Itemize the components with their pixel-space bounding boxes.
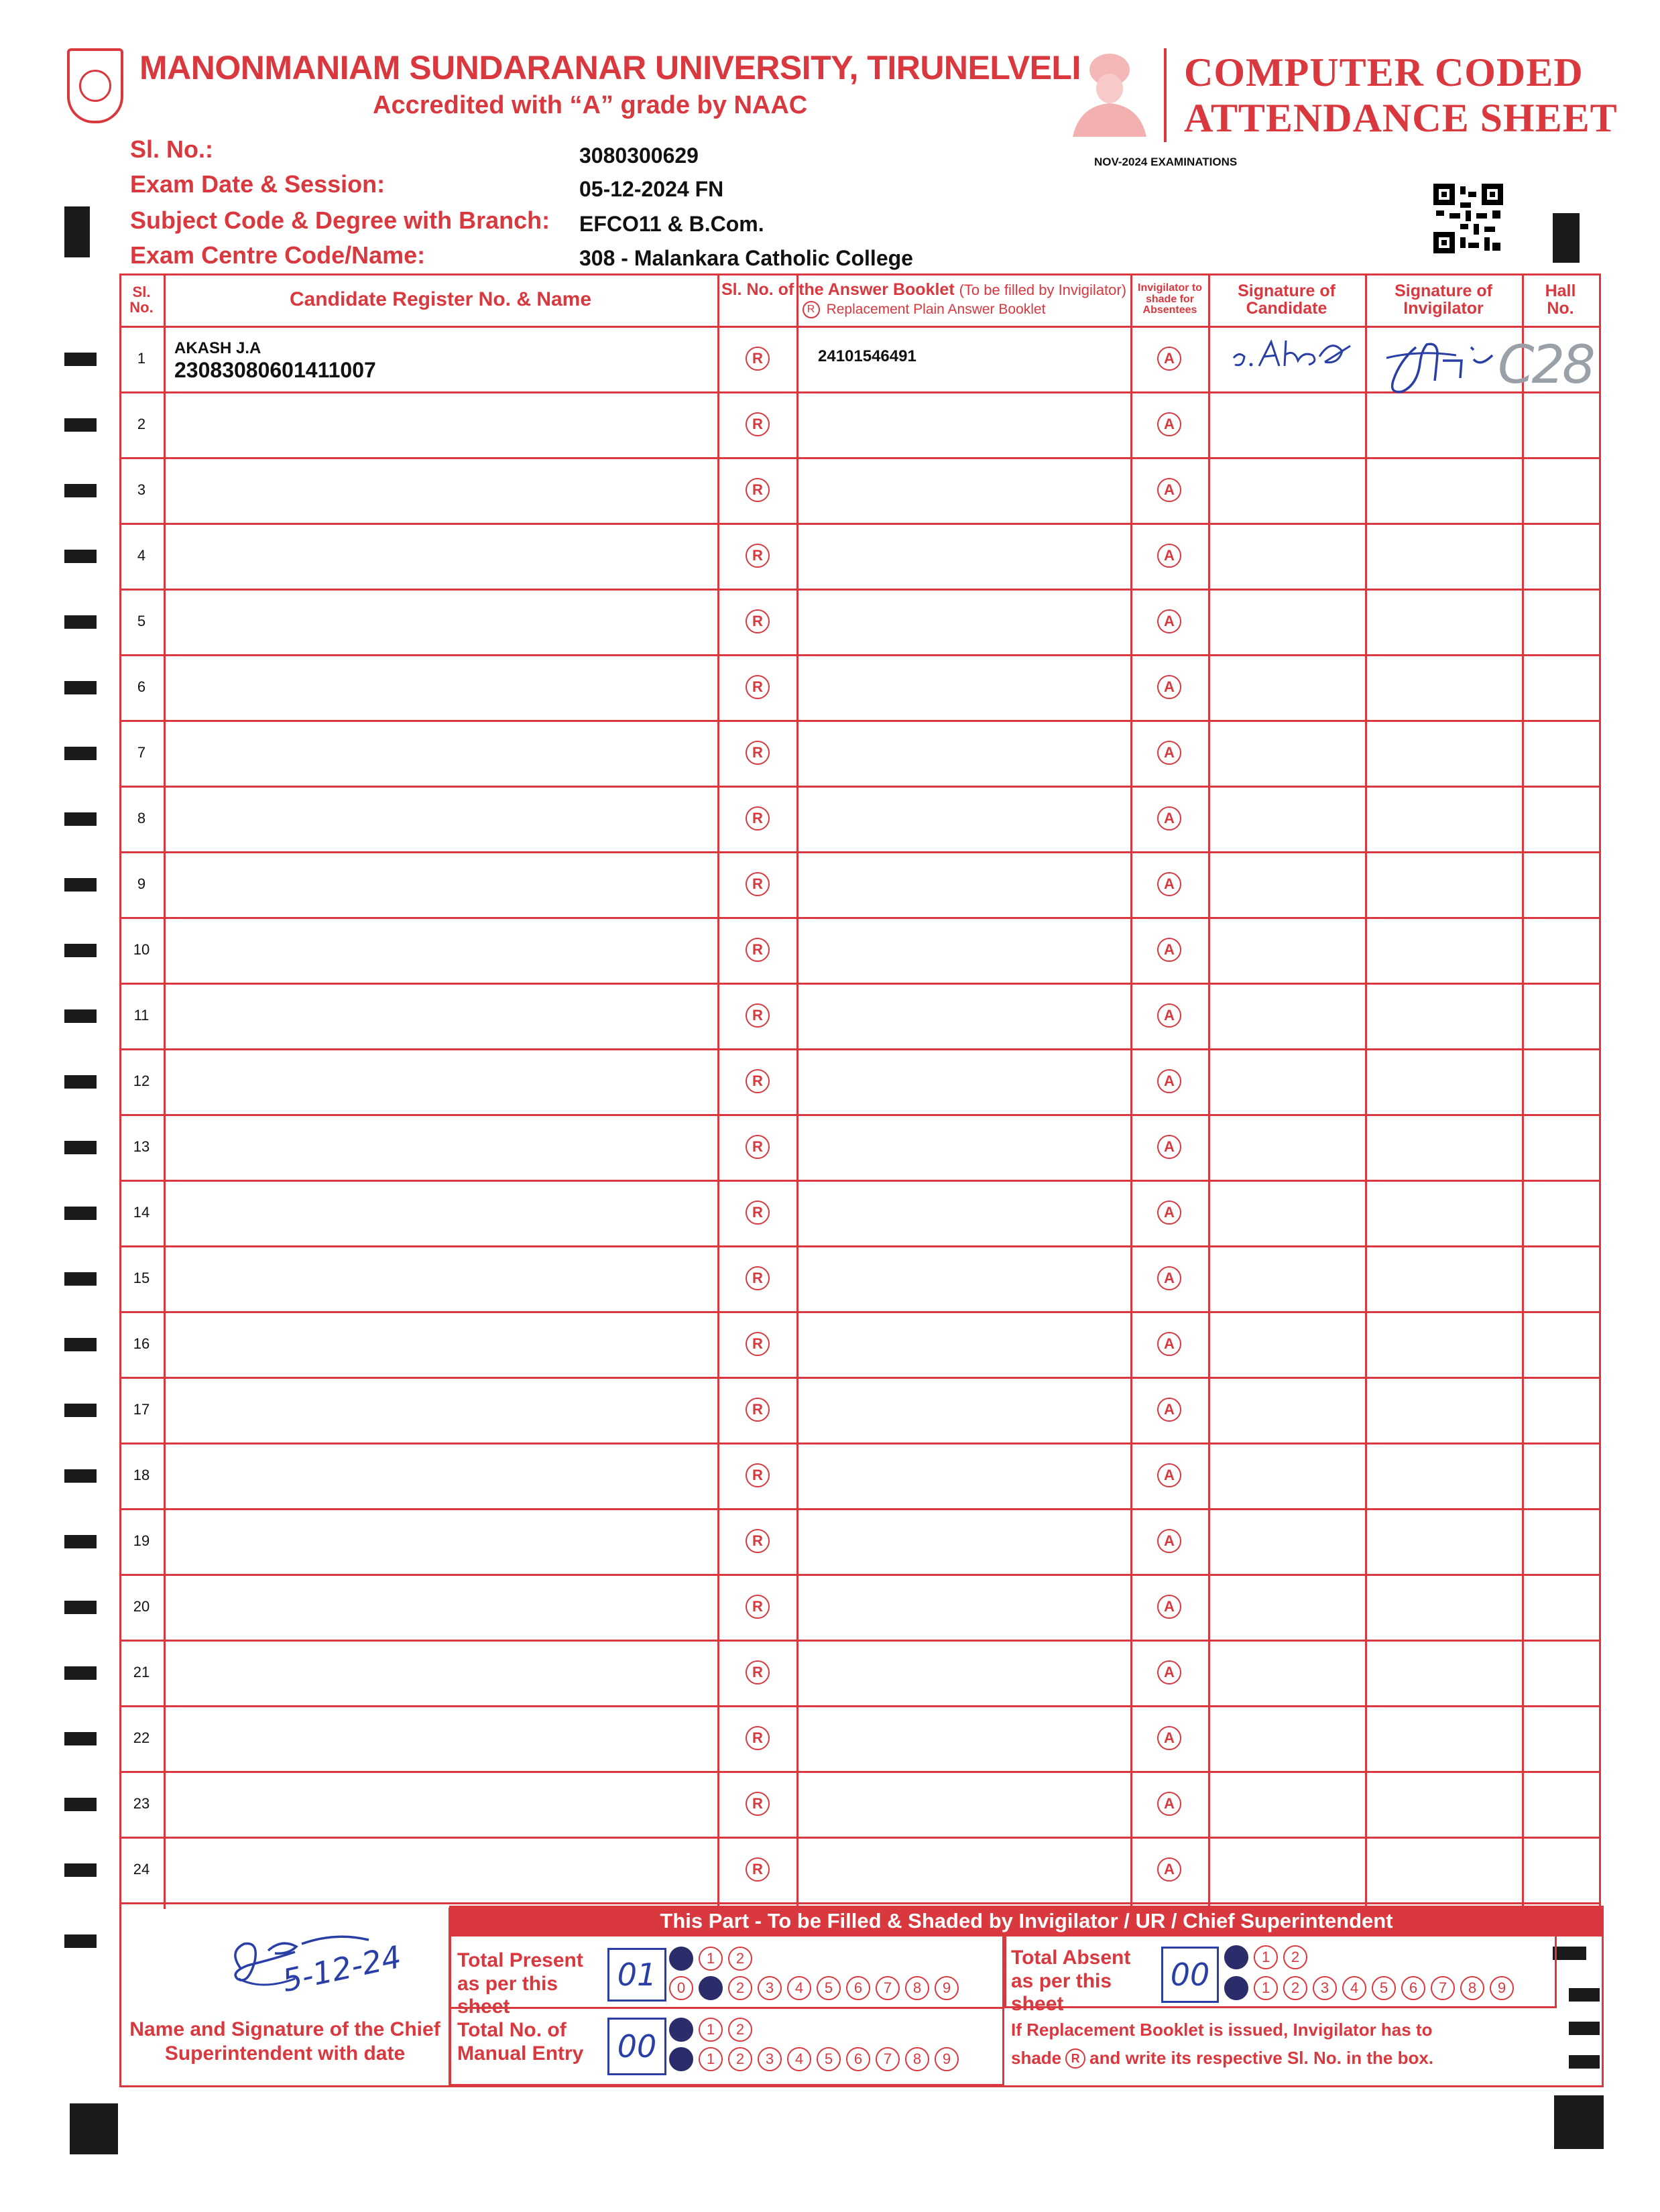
- total-present-box: 01: [607, 1948, 666, 2002]
- table-row: [119, 589, 1601, 654]
- digit-bubble[interactable]: 1: [699, 1976, 723, 2000]
- digit-bubble[interactable]: 0: [1224, 1945, 1248, 1969]
- footer-band: This Part - To be Filled & Shaded by Invigilator / UR / Chief Superintendent: [449, 1906, 1604, 1937]
- digit-bubble[interactable]: 3: [758, 1976, 782, 2000]
- subject-label: Subject Code & Degree with Branch:: [130, 206, 550, 234]
- timing-mark: [1554, 2095, 1604, 2149]
- table-row: [119, 1837, 1601, 1902]
- replacement-bubble[interactable]: R: [746, 1463, 770, 1487]
- digit-bubble[interactable]: 0: [669, 2047, 693, 2071]
- replacement-bubble[interactable]: R: [746, 1135, 770, 1159]
- table-row: [119, 1508, 1601, 1574]
- centre-value: 308 - Malankara Catholic College: [579, 246, 913, 270]
- digit-bubble[interactable]: 2: [728, 1947, 752, 1971]
- timing-mark: [64, 1404, 97, 1417]
- table-row: [119, 917, 1601, 983]
- chief-sign-date: 5-12-24: [279, 1938, 405, 2000]
- replacement-bubble[interactable]: R: [746, 1003, 770, 1028]
- founder-portrait-image: [1066, 47, 1153, 137]
- replacement-bubble[interactable]: R: [746, 544, 770, 568]
- row-sl-no: 14: [133, 1204, 150, 1221]
- candidate-register-no: 23083080601411007: [174, 358, 376, 382]
- digit-bubble[interactable]: 2: [1283, 1976, 1307, 2000]
- digit-bubble[interactable]: 2: [1283, 1945, 1307, 1969]
- row-sl-no: 2: [137, 416, 146, 432]
- timing-mark: [64, 1798, 97, 1811]
- digit-bubble[interactable]: 3: [758, 2047, 782, 2071]
- timing-mark: [64, 484, 97, 497]
- replacement-bubble[interactable]: R: [746, 1792, 770, 1816]
- table-row: [119, 1180, 1601, 1245]
- digit-bubble[interactable]: 6: [846, 1976, 870, 2000]
- total-absent-units-bubbles[interactable]: [1224, 1976, 1514, 2000]
- replacement-bubble[interactable]: R: [746, 1857, 770, 1882]
- digit-bubble[interactable]: 7: [876, 2047, 900, 2071]
- replacement-bubble[interactable]: R: [746, 938, 770, 962]
- digit-bubble[interactable]: 2: [728, 2018, 752, 2042]
- accreditation-line: Accredited with “A” grade by NAAC: [373, 91, 808, 119]
- digit-bubble[interactable]: 5: [1372, 1976, 1396, 2000]
- centre-label: Exam Centre Code/Name:: [130, 241, 426, 269]
- absent-bubble[interactable]: A: [1157, 806, 1181, 831]
- digit-bubble[interactable]: 2: [728, 2047, 752, 2071]
- timing-mark: [64, 747, 97, 760]
- digit-bubble[interactable]: 9: [1490, 1976, 1514, 2000]
- header-hall-no: Hall No.: [1545, 281, 1576, 318]
- digit-bubble[interactable]: 3: [1313, 1976, 1337, 2000]
- answer-booklet-no: 24101546491: [818, 347, 916, 365]
- timing-mark: [64, 1009, 97, 1023]
- sheet-title-line2: ATTENDANCE SHEET: [1184, 96, 1618, 140]
- header-candidate: Candidate Register No. & Name: [289, 288, 592, 311]
- booklet-title: Sl. No. of the Answer Booklet: [721, 280, 955, 299]
- title-divider: [1164, 48, 1167, 142]
- row-sl-no: 7: [137, 744, 146, 761]
- replacement-bubble[interactable]: R: [746, 1069, 770, 1093]
- timing-mark: [64, 1141, 97, 1154]
- replacement-bubble[interactable]: R: [746, 1660, 770, 1684]
- row-sl-no: 11: [133, 1007, 150, 1024]
- table-row: [119, 1442, 1601, 1508]
- row-sl-no: 10: [133, 941, 150, 958]
- qr-code-icon: [1433, 184, 1503, 253]
- absent-bubble[interactable]: A: [1157, 1266, 1181, 1290]
- total-present-tens-bubbles[interactable]: [669, 1947, 752, 1971]
- replacement-icon: R: [803, 301, 820, 318]
- header-booklet: [717, 273, 1130, 326]
- timing-mark: [64, 1338, 97, 1351]
- absent-bubble[interactable]: A: [1157, 938, 1181, 962]
- row-sl-no: 23: [133, 1795, 150, 1812]
- replacement-bubble[interactable]: R: [746, 1266, 770, 1290]
- sl-no-value: 3080300629: [579, 143, 699, 168]
- absent-bubble[interactable]: A: [1157, 1595, 1181, 1619]
- row-sl-no: 24: [133, 1861, 150, 1878]
- row-sl-no: 9: [137, 875, 146, 892]
- row-sl-no: 21: [133, 1664, 150, 1680]
- digit-bubble[interactable]: 2: [728, 1976, 752, 2000]
- candidate-signature: [1224, 331, 1356, 374]
- timing-mark: [64, 418, 97, 432]
- replacement-bubble[interactable]: R: [746, 1529, 770, 1553]
- absent-bubble[interactable]: A: [1157, 1660, 1181, 1684]
- absent-bubble[interactable]: A: [1157, 1069, 1181, 1093]
- absent-bubble[interactable]: A: [1157, 1792, 1181, 1816]
- absent-bubble[interactable]: A: [1157, 347, 1181, 371]
- absent-bubble[interactable]: A: [1157, 1857, 1181, 1882]
- digit-bubble[interactable]: 1: [699, 1947, 723, 1971]
- table-row: [119, 1114, 1601, 1180]
- total-present-label: Total Present as per this sheet: [457, 1949, 583, 2018]
- replacement-bubble[interactable]: R: [746, 675, 770, 699]
- absent-bubble[interactable]: A: [1157, 1398, 1181, 1422]
- replacement-icon: R: [1065, 2048, 1085, 2069]
- timing-mark: [64, 1075, 97, 1089]
- manual-entry-tens-bubbles[interactable]: [669, 2018, 752, 2042]
- sheet-title-line1: COMPUTER CODED: [1184, 50, 1584, 95]
- total-absent-tens-bubbles[interactable]: [1224, 1945, 1307, 1969]
- absent-bubble[interactable]: A: [1157, 1201, 1181, 1225]
- replacement-bubble[interactable]: R: [746, 1332, 770, 1356]
- subject-value: EFCO11 & B.Com.: [579, 212, 764, 236]
- absent-bubble[interactable]: A: [1157, 609, 1181, 633]
- digit-bubble[interactable]: 6: [846, 2047, 870, 2071]
- table-row: [119, 1574, 1601, 1640]
- replacement-note-line2: [1011, 2048, 1433, 2069]
- digit-bubble[interactable]: 6: [1401, 1976, 1425, 2000]
- candidate-name: AKASH J.A: [174, 339, 261, 357]
- digit-bubble[interactable]: 0: [669, 1947, 693, 1971]
- timing-mark: [64, 1272, 97, 1286]
- timing-mark: [70, 2103, 118, 2154]
- table-row: [119, 654, 1601, 720]
- digit-bubble[interactable]: 0: [669, 2018, 693, 2042]
- row-sl-no: 8: [137, 810, 146, 826]
- table-row: [119, 391, 1601, 457]
- digit-bubble[interactable]: 8: [1460, 1976, 1484, 2000]
- replacement-bubble[interactable]: R: [746, 872, 770, 896]
- header-invigilator-shade: Invigilator to shade for Absentees: [1138, 282, 1202, 316]
- timing-mark: [64, 1934, 97, 1948]
- row-sl-no: 3: [137, 481, 146, 498]
- timing-mark: [64, 878, 97, 892]
- exam-name: NOV-2024 EXAMINATIONS: [1094, 156, 1238, 168]
- university-logo: [67, 48, 123, 123]
- replacement-bubble[interactable]: R: [746, 1398, 770, 1422]
- table-row: [119, 1048, 1601, 1114]
- exam-date-value: 05-12-2024 FN: [579, 177, 724, 201]
- replacement-bubble[interactable]: R: [746, 478, 770, 502]
- table-row: [119, 983, 1601, 1048]
- replacement-note-shade: shade: [1011, 2048, 1062, 2069]
- digit-bubble[interactable]: 1: [1254, 1945, 1278, 1969]
- attendance-table: [119, 273, 1601, 1909]
- table-row: [119, 523, 1601, 589]
- table-row: [119, 786, 1601, 851]
- row-sl-no: 12: [133, 1072, 150, 1089]
- row-sl-no: 16: [133, 1335, 150, 1352]
- digit-bubble[interactable]: 4: [787, 2047, 811, 2071]
- timing-mark: [64, 812, 97, 826]
- absent-bubble[interactable]: A: [1157, 1463, 1181, 1487]
- absent-bubble[interactable]: A: [1157, 1332, 1181, 1356]
- absent-bubble[interactable]: A: [1157, 478, 1181, 502]
- replacement-note-line1: If Replacement Booklet is issued, Invigilator has to: [1011, 2020, 1433, 2040]
- absent-bubble[interactable]: A: [1157, 412, 1181, 436]
- replacement-bubble[interactable]: R: [746, 1201, 770, 1225]
- replacement-bubble[interactable]: R: [746, 1726, 770, 1750]
- digit-bubble[interactable]: 1: [699, 2047, 723, 2071]
- replacement-bubble[interactable]: R: [746, 806, 770, 831]
- digit-bubble[interactable]: 9: [935, 2047, 959, 2071]
- university-name: MANONMANIAM SUNDARANAR UNIVERSITY, TIRUNELVELI: [139, 49, 1081, 86]
- row-sl-no: 20: [133, 1598, 150, 1615]
- table-row: [119, 457, 1601, 523]
- chief-label: Name and Signature of the Chief Superintendent with date: [129, 2018, 440, 2065]
- replacement-bubble[interactable]: R: [746, 412, 770, 436]
- timing-mark: [64, 1863, 97, 1877]
- total-absent-box: 00: [1161, 1947, 1219, 2003]
- replacement-bubble[interactable]: R: [746, 347, 770, 371]
- row-sl-no: 4: [137, 547, 146, 564]
- timing-mark: [64, 1469, 97, 1483]
- digit-bubble[interactable]: 5: [817, 2047, 841, 2071]
- timing-mark: [64, 681, 97, 694]
- table-row: [119, 1245, 1601, 1311]
- row-sl-no: 15: [133, 1270, 150, 1286]
- absent-bubble[interactable]: A: [1157, 872, 1181, 896]
- replacement-bubble[interactable]: R: [746, 741, 770, 765]
- hall-number: C28: [1498, 335, 1593, 395]
- digit-bubble[interactable]: 8: [905, 2047, 929, 2071]
- timing-mark: [64, 1207, 97, 1220]
- exam-date-label: Exam Date & Session:: [130, 170, 386, 198]
- digit-bubble[interactable]: 0: [669, 1976, 693, 2000]
- timing-mark: [64, 944, 97, 957]
- absent-bubble[interactable]: A: [1157, 1529, 1181, 1553]
- manual-entry-box: 00: [607, 2018, 666, 2075]
- table-row: [119, 1640, 1601, 1705]
- header-sl-no: Sl. No.: [129, 283, 154, 316]
- absent-bubble[interactable]: A: [1157, 675, 1181, 699]
- absent-bubble[interactable]: A: [1157, 1726, 1181, 1750]
- timing-mark: [64, 550, 97, 563]
- absent-bubble[interactable]: A: [1157, 1135, 1181, 1159]
- table-row: [119, 720, 1601, 786]
- table-row: [119, 1377, 1601, 1442]
- digit-bubble[interactable]: 9: [935, 1976, 959, 2000]
- row-divider: [119, 1902, 1601, 1904]
- replacement-bubble[interactable]: R: [746, 609, 770, 633]
- manual-entry-units-bubbles[interactable]: [669, 2047, 959, 2071]
- timing-mark: [64, 1732, 97, 1745]
- row-sl-no: 5: [137, 613, 146, 629]
- digit-bubble[interactable]: 1: [1254, 1976, 1278, 2000]
- booklet-note: (To be filled by Invigilator): [959, 281, 1127, 298]
- timing-mark: [64, 1535, 97, 1548]
- absent-bubble[interactable]: A: [1157, 1003, 1181, 1028]
- row-sl-no: 13: [133, 1138, 150, 1155]
- timing-mark: [64, 206, 90, 257]
- timing-mark: [1553, 213, 1580, 263]
- row-sl-no: 18: [133, 1467, 150, 1483]
- absent-bubble[interactable]: A: [1157, 741, 1181, 765]
- header-sig-invigilator: Signature of Invigilator: [1395, 281, 1492, 318]
- table-row: [119, 1311, 1601, 1377]
- digit-bubble[interactable]: 1: [699, 2018, 723, 2042]
- header-sig-candidate: Signature of Candidate: [1238, 281, 1336, 318]
- table-row: [119, 1771, 1601, 1837]
- digit-bubble[interactable]: 4: [1342, 1976, 1366, 2000]
- digit-bubble[interactable]: 7: [876, 1976, 900, 2000]
- timing-mark: [64, 1666, 97, 1680]
- digit-bubble[interactable]: 7: [1431, 1976, 1455, 2000]
- row-sl-no: 19: [133, 1532, 150, 1549]
- manual-entry-label: Total No. of Manual Entry: [457, 2019, 584, 2065]
- sl-no-label: Sl. No.:: [130, 135, 213, 163]
- replacement-note-rest: and write its respective Sl. No. in the box.: [1089, 2048, 1434, 2069]
- total-absent-label: Total Absent as per this sheet: [1011, 1947, 1131, 2015]
- digit-bubble[interactable]: 5: [817, 1976, 841, 2000]
- booklet-sub: Replacement Plain Answer Booklet: [826, 302, 1046, 318]
- row-sl-no: 17: [133, 1401, 150, 1418]
- row-sl-no: 22: [133, 1729, 150, 1746]
- timing-mark: [64, 353, 97, 366]
- table-row: [119, 1705, 1601, 1771]
- row-sl-no: 1: [137, 350, 146, 367]
- table-row: [119, 851, 1601, 917]
- timing-mark: [64, 615, 97, 629]
- replacement-bubble[interactable]: R: [746, 1595, 770, 1619]
- total-present-units-bubbles[interactable]: [669, 1976, 959, 2000]
- timing-mark: [64, 1601, 97, 1614]
- digit-bubble[interactable]: 0: [1224, 1976, 1248, 2000]
- digit-bubble[interactable]: 4: [787, 1976, 811, 2000]
- absent-bubble[interactable]: A: [1157, 544, 1181, 568]
- row-sl-no: 6: [137, 678, 146, 695]
- digit-bubble[interactable]: 8: [905, 1976, 929, 2000]
